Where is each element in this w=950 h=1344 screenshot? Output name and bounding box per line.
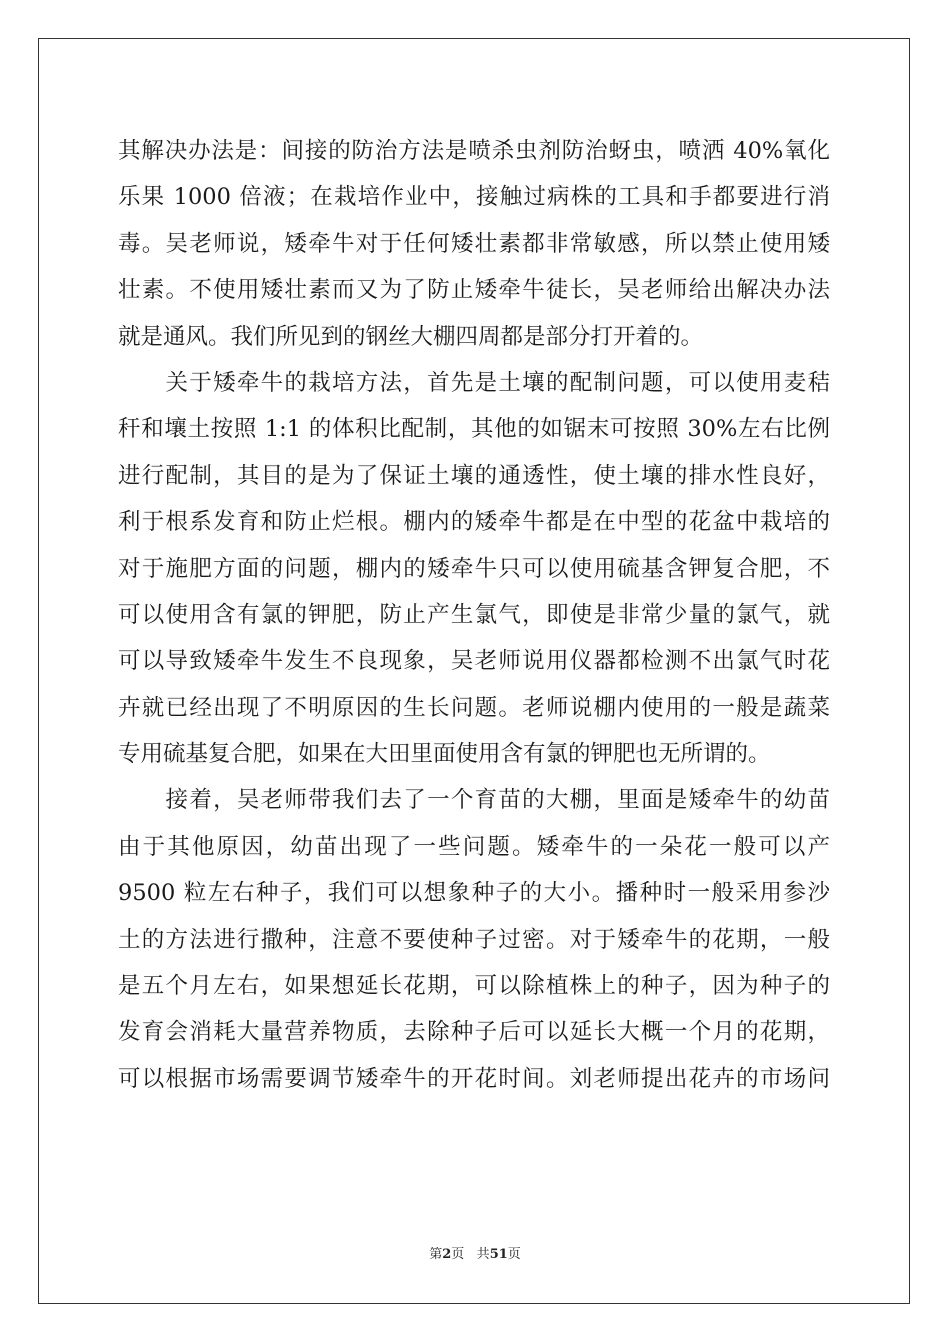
text-line: 接着，吴老师带我们去了一个育苗的大棚，里面是矮牵牛的幼苗 — [118, 787, 830, 814]
text-line: 9500 粒左右种子，我们可以想象种子的大小。播种时一般采用参沙 — [118, 880, 830, 907]
text-line: 进行配制，其目的是为了保证土壤的通透性，使土壤的排水性良好， — [118, 462, 830, 489]
document-body — [118, 128, 830, 1102]
text-line: 利于根系发育和防止烂根。棚内的矮牵牛都是在中型的花盆中栽培的 — [118, 509, 830, 536]
text-line: 秆和壤土按照 1:1 的体积比配制，其他的如锯末可按照 30%左右比例 — [118, 416, 830, 443]
text-line: 壮素。不使用矮壮素而又为了防止矮牵牛徒长，吴老师给出解决办法 — [118, 277, 830, 304]
text-line: 是五个月左右，如果想延长花期，可以除植株上的种子，因为种子的 — [118, 973, 830, 1000]
text-line: 可以根据市场需要调节矮牵牛的开花时间。刘老师提出花卉的市场问 — [118, 1065, 830, 1092]
text-line: 可以导致矮牵牛发生不良现象，吴老师说用仪器都检测不出氯气时花 — [118, 648, 830, 675]
page-number: 2 — [442, 1247, 452, 1262]
text-line: 就是通风。我们所见到的钢丝大棚四周都是部分打开着的。 — [118, 323, 704, 350]
text-line: 对于施肥方面的问题，棚内的矮牵牛只可以使用硫基含钾复合肥，不 — [118, 555, 830, 582]
text-line: 专用硫基复合肥，如果在大田里面使用含有氯的钾肥也无所谓的。 — [118, 741, 771, 768]
text-line: 乐果 1000 倍液；在栽培作业中，接触过病株的工具和手都要进行消 — [118, 184, 830, 211]
text-line: 毒。吴老师说，矮牵牛对于任何矮壮素都非常敏感，所以禁止使用矮 — [118, 230, 830, 257]
total-prefix: 共 — [476, 1247, 490, 1262]
text-line: 卉就已经出现了不明原因的生长问题。老师说棚内使用的一般是蔬菜 — [118, 694, 830, 721]
text-line: 其解决办法是：间接的防治方法是喷杀虫剂防治蚜虫，喷洒 40%氧化 — [118, 138, 830, 164]
page-footer — [0, 1246, 950, 1264]
text-line: 由于其他原因，幼苗出现了一些问题。矮牵牛的一朵花一般可以产 — [118, 833, 830, 860]
total-pages: 51 — [489, 1247, 508, 1262]
total-suffix: 页 — [507, 1247, 521, 1262]
text-line: 关于矮牵牛的栽培方法，首先是土壤的配制问题，可以使用麦秸 — [118, 369, 830, 396]
text-line: 可以使用含有氯的钾肥，防止产生氯气，即使是非常少量的氯气，就 — [118, 601, 830, 628]
page-suffix: 页 — [451, 1247, 465, 1262]
text-line: 土的方法进行撒种，注意不要使种子过密。对于矮牵牛的花期，一般 — [118, 926, 830, 953]
text-line: 发育会消耗大量营养物质，去除种子后可以延长大概一个月的花期， — [118, 1019, 830, 1046]
page-prefix: 第 — [429, 1247, 443, 1262]
